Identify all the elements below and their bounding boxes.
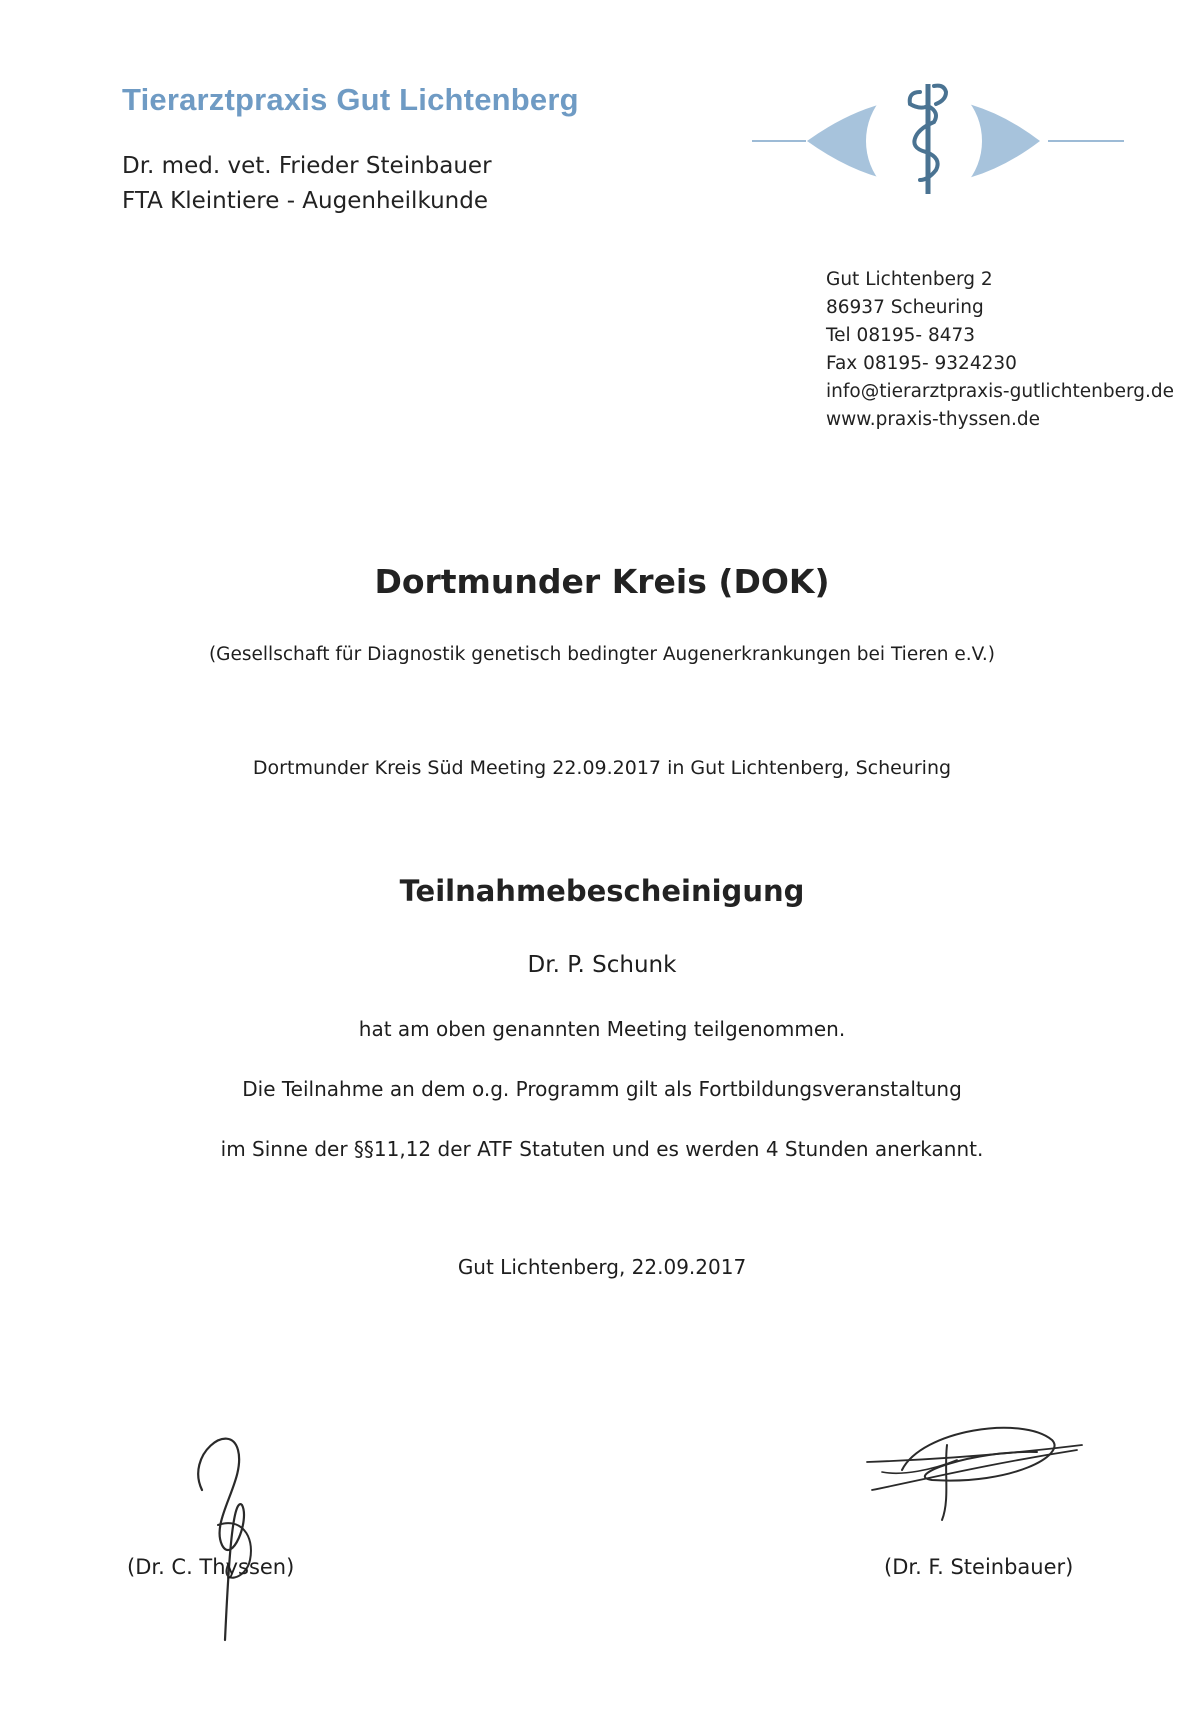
- organization-subtitle: (Gesellschaft für Diagnostik genetisch bedingter Augenerkrankungen bei Tieren e.V.): [208, 644, 996, 665]
- participant-name: Dr. P. Schunk: [527, 952, 677, 978]
- organization-title: Dortmunder Kreis (DOK): [374, 562, 830, 601]
- eye-with-aesculapian-staff-icon: [752, 70, 1124, 210]
- meeting-line: Dortmunder Kreis Süd Meeting 22.09.2017 in Gut Lichtenberg, Scheuring: [252, 757, 952, 779]
- address-street: Gut Lichtenberg 2: [826, 269, 993, 290]
- signature-right-scribble: [862, 1410, 1092, 1530]
- signature-left-scribble: [180, 1425, 290, 1645]
- certificate-line-1: hat am oben genannten Meeting teilgenommen.: [358, 1017, 846, 1041]
- address-fax: Fax 08195- 9324230: [826, 353, 1017, 374]
- certificate-line-3: im Sinne der §§11,12 der ATF Statuten und es werden 4 Stunden anerkannt.: [220, 1137, 984, 1161]
- doctor-name: Dr. med. vet. Frieder Steinbauer: [122, 153, 492, 179]
- address-tel: Tel 08195- 8473: [826, 325, 976, 346]
- certificate-line-2: Die Teilnahme an dem o.g. Programm gilt als Fortbildungsveranstaltung: [242, 1077, 962, 1101]
- doctor-specialty: FTA Kleintiere - Augenheilkunde: [122, 188, 488, 214]
- certificate-title: Teilnahmebescheinigung: [399, 874, 805, 908]
- address-email: info@tierarztpraxis-gutlichtenberg.de: [826, 381, 1174, 402]
- place-date: Gut Lichtenberg, 22.09.2017: [457, 1255, 747, 1279]
- address-city: 86937 Scheuring: [826, 297, 984, 318]
- praxis-name: Tierarztpraxis Gut Lichtenberg: [122, 82, 579, 117]
- signature-left-label: (Dr. C. Thyssen): [127, 1555, 295, 1579]
- address-web: www.praxis-thyssen.de: [826, 409, 1040, 430]
- signature-right-label: (Dr. F. Steinbauer): [884, 1555, 1074, 1579]
